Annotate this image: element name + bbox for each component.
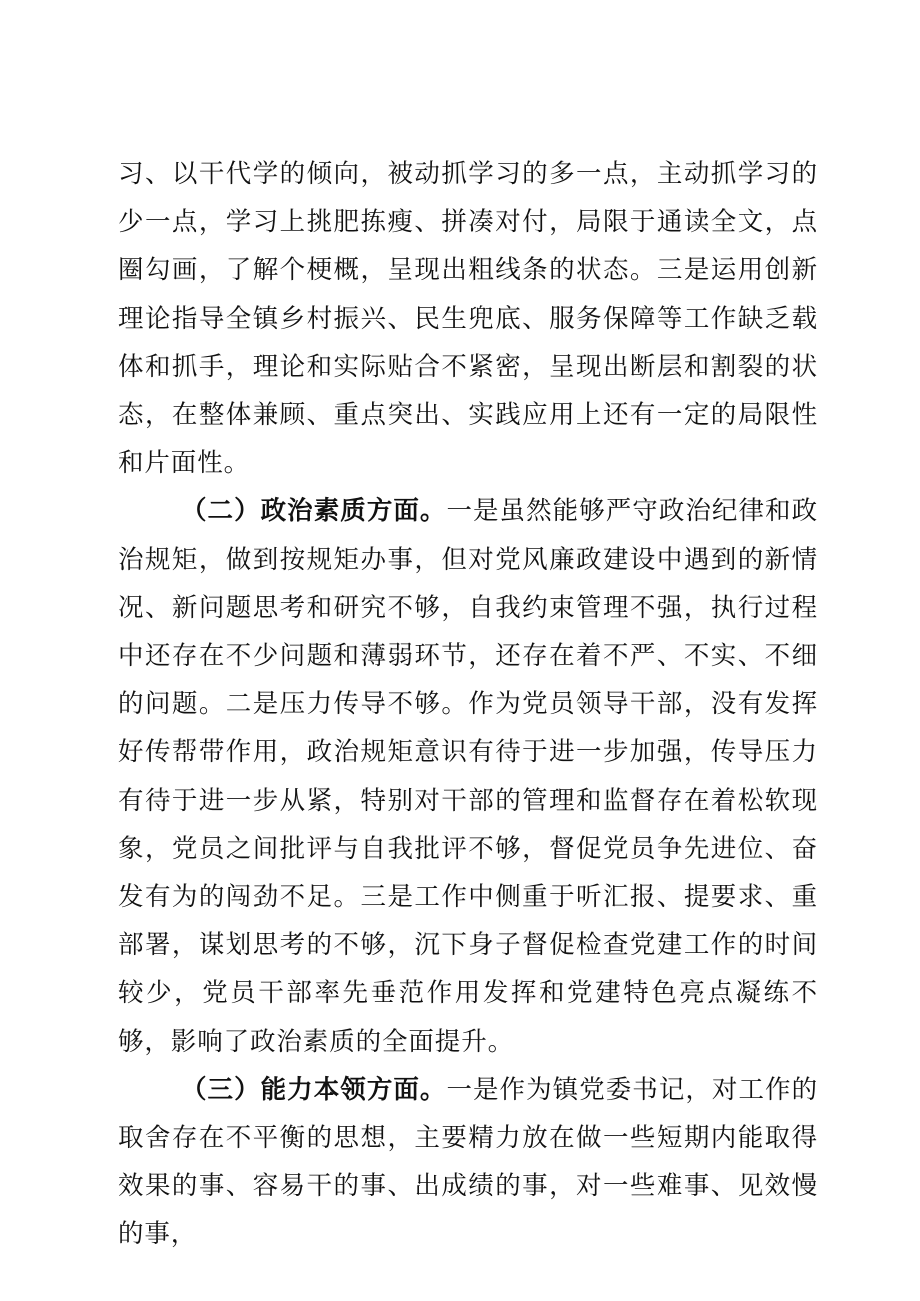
paragraph-text: 一是作为镇党委书记，对工作的取舍存在不平衡的思想，主要精力放在做一些短期内能取得效果的事、容易干的事、出成绩的事，对一些难事、见效慢的事，: [118, 1074, 818, 1250]
paragraph-political-quality: [118, 487, 818, 1065]
section-heading-ability: （三）能力本领方面。: [181, 1074, 447, 1105]
section-heading-political-quality: （二）政治素质方面。: [181, 496, 447, 527]
paragraph-ability: [118, 1066, 818, 1259]
document-body: [118, 150, 818, 1259]
paragraph-text: 一是虽然能够严守政治纪律和政治规矩，做到按规矩办事，但对党风廉政建设中遇到的新情况、新问题思考和研究不够，自我约束管理不强，执行过程中还存在不少问题和薄弱环节，还存在着不严、不实、不细的问题。二是压力传导不够。作为党员领导干部，没有发挥好传帮带作用，政治规矩意识有待于进一步加强，传导压力有待于进一步从紧，特别对干部的管理和监督存在着松软现象，党员之间批评与自我批评不够，督促党员争先进位、奋发有为的闯劲不足。三是工作中侧重于听汇报、提要求、重部署，谋划思考的不够，沉下身子督促检查党建工作的时间较少，党员干部率先垂范作用发挥和党建特色亮点凝练不够，影响了政治素质的全面提升。: [118, 496, 818, 1057]
paragraph-continuation: [118, 150, 818, 487]
paragraph-text: 习、以干代学的倾向，被动抓学习的多一点，主动抓学习的少一点，学习上挑肥拣瘦、拼凑对付，局限于通读全文，点圈勾画，了解个梗概，呈现出粗线条的状态。三是运用创新理论指导全镇乡村振兴、民生兜底、服务保障等工作缺乏载体和抓手，理论和实际贴合不紧密，呈现出断层和割裂的状态，在整体兼顾、重点突出、实践应用上还有一定的局限性和片面性。: [118, 159, 818, 479]
